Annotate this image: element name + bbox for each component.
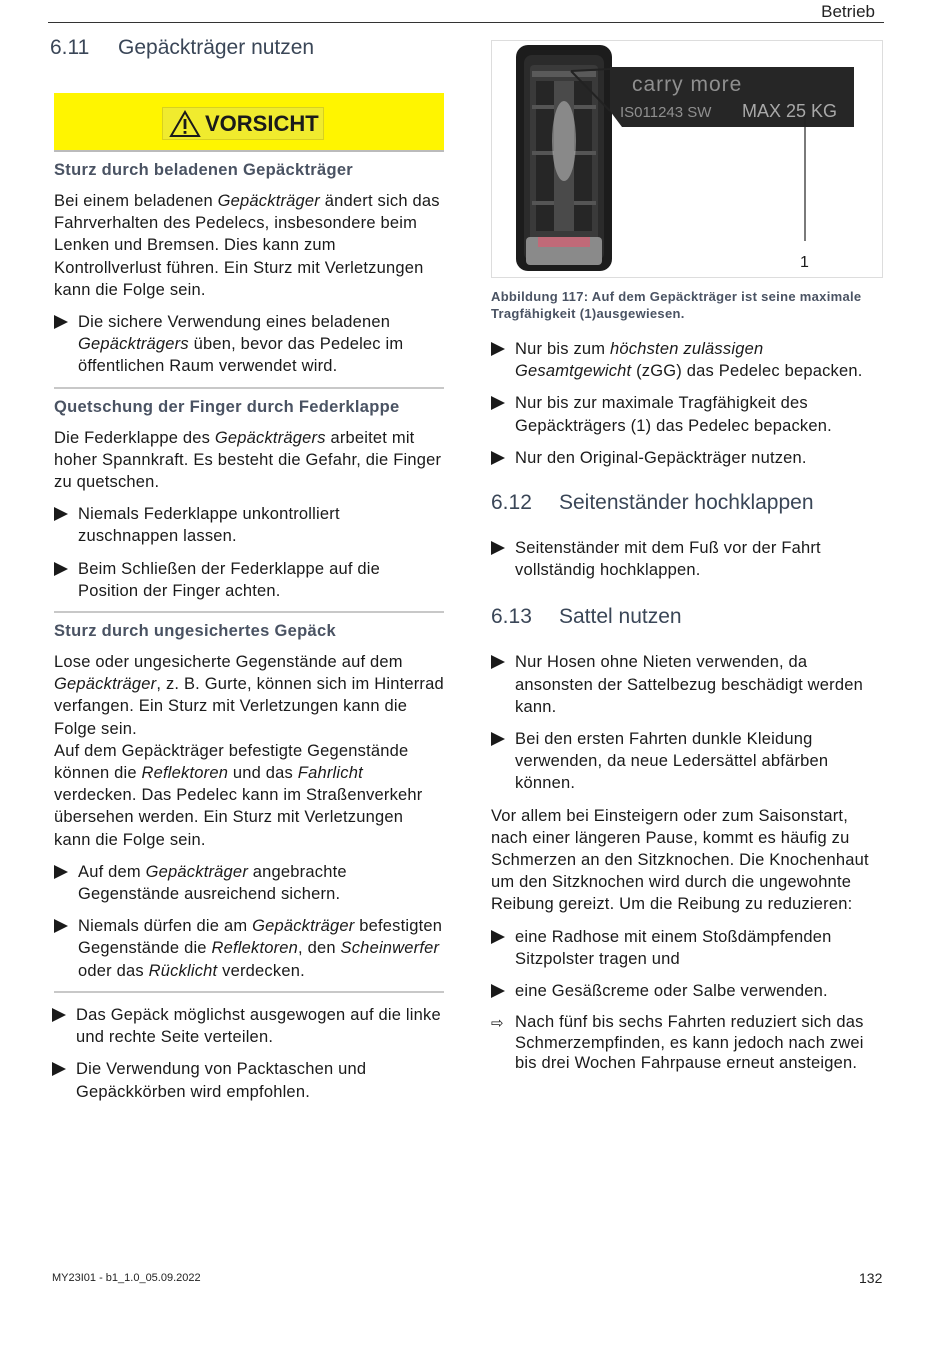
section-612-title: Seitenständer hochklappen <box>559 491 814 515</box>
hazard2-text: Die Federklappe des Gepäckträgers arbeitet mit hoher Spannkraft. Es besteht die Gefahr, die Finger zu quetschen. <box>54 428 442 492</box>
bullet-triangle-icon <box>52 1062 66 1076</box>
section-612-number: 6.12 <box>491 491 532 515</box>
saddle-paragraph: Vor allem bei Einsteigern oder zum Saisonstart, nach einer längeren Pause, kommt es häufig zu Schmerzen an den Sitzknochen. Die Knochenhaut um den Sitzknochen wird durch die ungewohnte Reibung gereizt. Um die Reibung zu reduzieren: <box>491 806 869 914</box>
saddle-bullet-1: Nur Hosen ohne Nieten verwenden, da ansonsten der Sattelbezug beschädigt werden kann. <box>491 651 883 718</box>
hazard2-bullet-2: Beim Schließen der Federklappe auf die Position der Finger achten. <box>54 558 444 602</box>
hazard1-text: Bei einem beladenen Gepäckträger ändert sich das Fahrverhalten des Pedelecs, insbesondere beim Lenken und Bremsen. Dies kann zum Kontrollverlust führen. Ein Sturz mit Verletzungen kann die Folge sein. <box>54 192 440 299</box>
hazard3-title: Sturz durch ungesichertes Gepäck <box>54 622 336 641</box>
rack-bullet-2: Nur bis zur maximale Tragfähigkeit des Gepäckträgers (1) das Pedelec bepacken. <box>491 392 883 436</box>
warning-label <box>162 107 324 140</box>
warning-end-separator <box>54 991 444 993</box>
section-611-heading <box>50 36 444 60</box>
saddle-result: ⇨ Nach fünf bis sechs Fahrten reduziert sich das Schmerzempfinden, es kann jedoch nach zwei bis drei Wochen Fahrpause erneut ansteigen. <box>491 1013 864 1073</box>
section-612-heading <box>491 491 883 515</box>
section-611-title: Gepäckträger nutzen <box>118 36 315 59</box>
saddle-bullet-2: Bei den ersten Fahrten dunkle Kleidung verwenden, da neue Ledersättel abfärben können. <box>491 728 883 795</box>
bullet-triangle-icon <box>54 919 68 933</box>
svg-text:MAX 25 KG: MAX 25 KG <box>742 101 838 121</box>
warning-label-text: VORSICHT <box>205 110 319 136</box>
bullet-triangle-icon <box>491 541 505 555</box>
footer-page-number: 132 <box>859 1270 883 1286</box>
section-613-number: 6.13 <box>491 605 532 629</box>
hazard3-bullet-1: Auf dem Gepäckträger angebrachte Gegenstände ausreichend sichern. <box>54 861 444 905</box>
stand-bullet: Seitenständer mit dem Fuß vor der Fahrt vollständig hochklappen. <box>491 537 883 581</box>
figure-caption: Abbildung 117: Auf dem Gepäckträger ist seine maximale Tragfähigkeit (1)ausgewiesen. <box>491 289 862 321</box>
bullet-triangle-icon <box>491 655 505 669</box>
hazard2-title: Quetschung der Finger durch Federklappe <box>54 397 400 416</box>
section-611-number: 6.11 <box>50 36 90 59</box>
bullet-triangle-icon <box>491 732 505 746</box>
saddle-bullet-3: eine Radhose mit einem Stoßdämpfenden Sitzpolster tragen und <box>491 926 883 970</box>
hazard3-bullet-2: Niemals dürfen die am Gepäckträger befestigten Gegenstände die Reflektoren, den Scheinwerfer oder das Rücklicht verdecken. <box>54 915 444 982</box>
bullet-triangle-icon <box>54 315 68 329</box>
header-chapter: Betrieb <box>821 2 875 21</box>
separator <box>54 387 444 389</box>
hazard2-bullet-1: Niemals Federklappe unkontrolliert zuschnappen lassen. <box>54 503 444 547</box>
bullet-triangle-icon <box>491 930 505 944</box>
rack-bullet-3: Nur den Original-Gepäckträger nutzen. <box>491 447 883 469</box>
warning-triangle-icon <box>169 110 201 138</box>
hazard1-title: Sturz durch beladenen Gepäckträger <box>54 161 354 179</box>
left-column <box>50 36 444 1103</box>
section-613-heading <box>491 605 883 629</box>
svg-text:IS011243 SW: IS011243 SW <box>620 104 712 121</box>
separator <box>54 611 444 613</box>
general-bullet-1: Das Gepäck möglichst ausgewogen auf die linke und rechte Seite verteilen. <box>52 1004 444 1048</box>
bullet-triangle-icon <box>54 507 68 521</box>
header-rule <box>48 22 884 23</box>
hazard3-text-1: Lose oder ungesicherte Gegenstände auf dem Gepäckträger, z. B. Gurte, können sich im Hinterrad verfangen. Ein Sturz mit Verletzungen kann die Folge sein. <box>54 653 444 738</box>
general-bullet-2: Die Verwendung von Packtaschen und Gepäckkörben wird empfohlen. <box>52 1058 444 1102</box>
bullet-triangle-icon <box>54 865 68 879</box>
warning-banner <box>54 93 444 152</box>
svg-text:carry more: carry more <box>632 73 743 96</box>
bullet-triangle-icon <box>491 396 505 410</box>
result-arrow-icon: ⇨ <box>491 1015 504 1033</box>
bullet-triangle-icon <box>52 1008 66 1022</box>
bullet-triangle-icon <box>491 984 505 998</box>
footer-doc-id: MY23I01 - b1_1.0_05.09.2022 <box>52 1272 201 1284</box>
bullet-triangle-icon <box>54 562 68 576</box>
bullet-triangle-icon <box>491 342 505 356</box>
bullet-triangle-icon <box>491 451 505 465</box>
saddle-bullet-4: eine Gesäßcreme oder Salbe verwenden. <box>491 980 883 1002</box>
hazard1-bullet: Die sichere Verwendung eines beladenen Gepäckträgers üben, bevor das Pedelec im öffentlichen Raum verwendet wird. <box>54 311 444 378</box>
section-613-title: Sattel nutzen <box>559 605 682 629</box>
callout-number: 1 <box>800 254 809 271</box>
figure-117 <box>491 40 883 278</box>
rack-bullet-1: Nur bis zum höchsten zulässigen Gesamtgewicht (zGG) das Pedelec bepacken. <box>491 338 883 382</box>
luggage-rack-photo <box>492 41 882 277</box>
hazard3-text-2: Auf dem Gepäckträger befestigte Gegenstände können die Reflektoren und das Fahrlicht verdecken. Das Pedelec kann im Straßenverkehr übersehen werden. Ein Sturz mit Verletzungen kann die Folge sein. <box>54 741 423 849</box>
right-column <box>491 40 883 1074</box>
